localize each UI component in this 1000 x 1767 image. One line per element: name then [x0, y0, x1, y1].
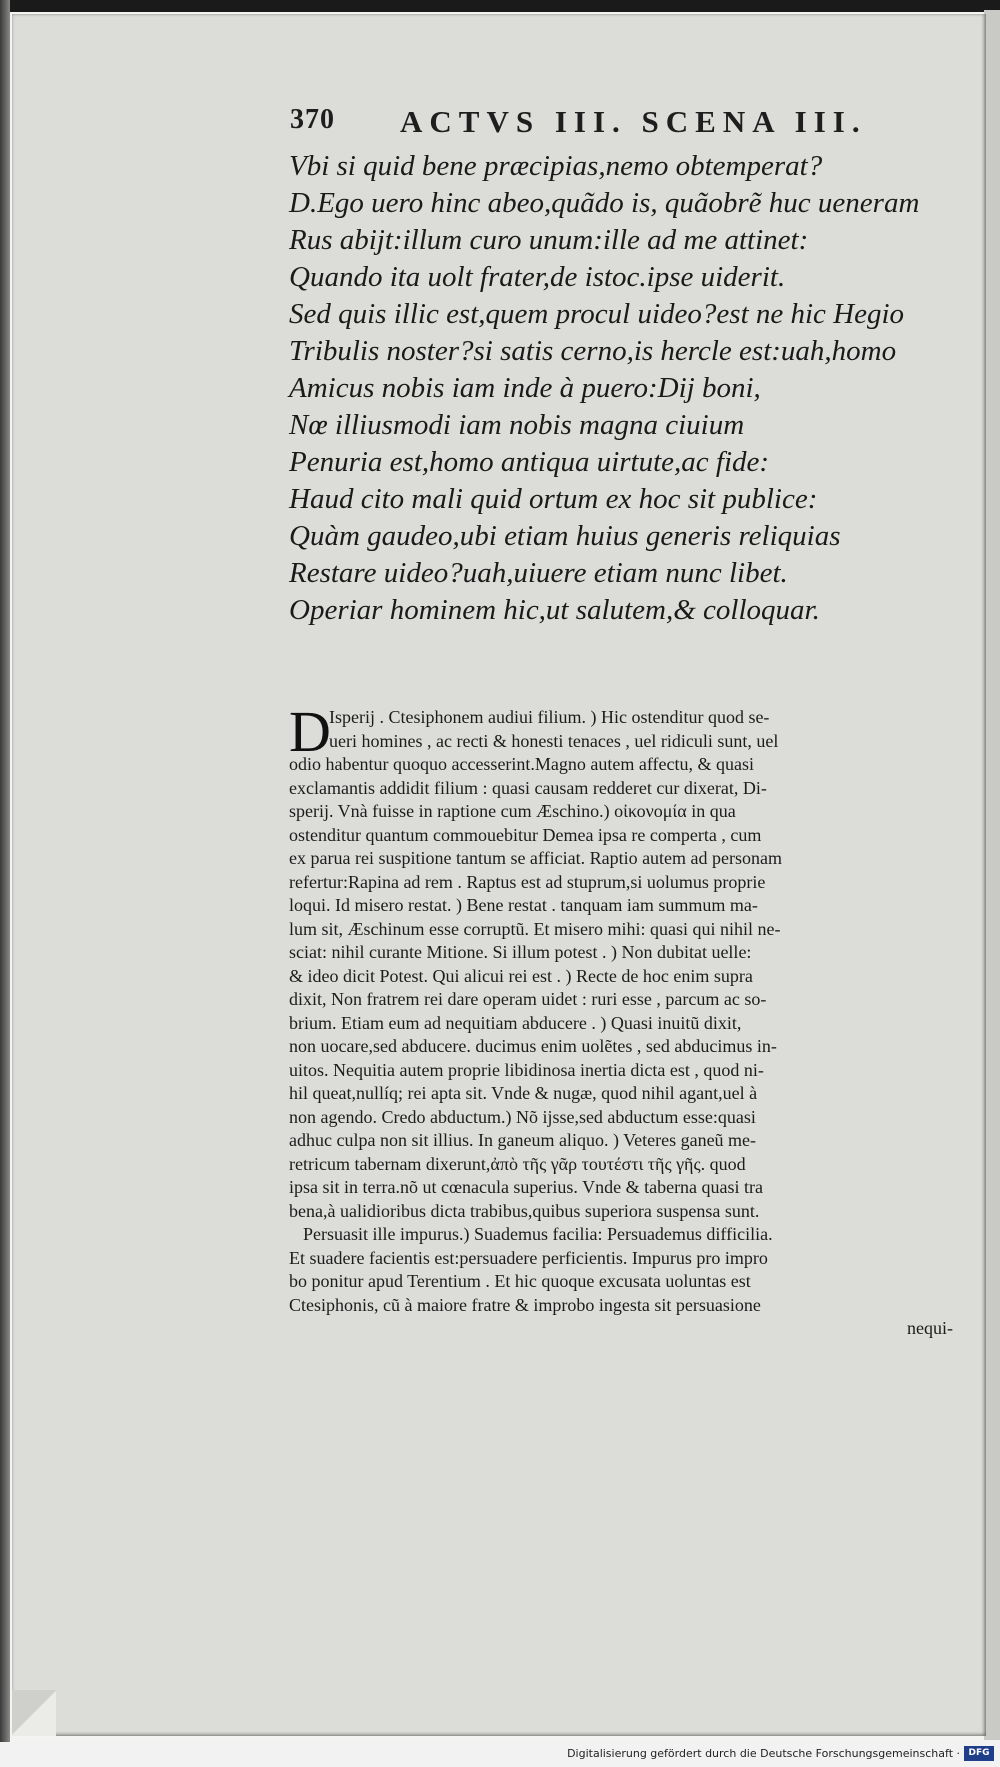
verse-line: Tribulis noster?si satis cerno,is hercle est:uah,homo: [289, 335, 897, 367]
digitization-footer: [0, 1742, 1000, 1767]
page-right-edge: [984, 10, 1000, 1740]
commentary-line: non agendo. Credo abductum.) Nõ ijsse,sed abductum esse:quasi: [289, 1106, 756, 1127]
dfg-logo-icon: DFG: [964, 1746, 994, 1761]
verse-line: Quàm gaudeo,ubi etiam huius generis reliquias: [289, 520, 841, 552]
commentary-line: Isperij . Ctesiphonem audiui filium. ) Hic ostenditur quod se-: [329, 707, 770, 727]
commentary-line: ostenditur quantum commouebitur Demea ipsa re comperta , cum: [289, 824, 762, 845]
commentary-line: adhuc culpa non sit illius. In ganeum aliquo. ) Veteres ganeũ me-: [289, 1130, 757, 1150]
verse-line: Amicus nobis iam inde à puero:Dij boni,: [289, 372, 761, 404]
verse-line: D.Ego uero hinc abeo,quãdo is, quãobrẽ huc ueneram: [289, 187, 920, 219]
commentary-block: [289, 699, 957, 1341]
commentary-line: loqui. Id misero restat. ) Bene restat . tanquam iam summum ma-: [289, 895, 758, 915]
commentary-line: ex parua rei suspitione tantum se afficiat. Raptio autem ad personam: [289, 848, 783, 868]
running-head: ACTVS III. SCENA III.: [400, 104, 867, 139]
verse-line: Sed quis illic est,quem procul uideo?est ne hic Hegio: [289, 298, 905, 330]
commentary-line: hil queat,nullíq; rei apta sit. Vnde & nugæ, quod nihil agant,uel à: [289, 1083, 758, 1103]
verse-line: Restare uideo?uah,uiuere etiam nunc libet.: [289, 557, 788, 589]
scan-edge-left: [0, 0, 10, 1767]
commentary-line: refertur:Rapina ad rem . Raptus est ad stuprum,si uolumus proprie: [289, 871, 766, 892]
verse-line: Penuria est,homo antiqua uirtute,ac fide:: [289, 446, 770, 478]
page-corner-fold: [12, 1690, 56, 1736]
commentary-line: sciat: nihil curante Mitione. Si illum potest . ) Non dubitat uelle:: [289, 942, 752, 962]
commentary-line: bena,à ualidioribus dicta trabibus,quibus superiora suspensa sunt.: [289, 1200, 760, 1221]
commentary-line: dixit, Non fratrem rei dare operam uidet : ruri esse , parcum ac so-: [289, 989, 767, 1009]
verse-block: [289, 148, 949, 629]
commentary-line: Et suadere facientis est:persuadere perficientis. Impurus pro impro: [289, 1247, 768, 1268]
commentary-line: lum sit, Æschinum esse corruptũ. Et misero mihi: quasi qui nihil ne-: [289, 918, 781, 939]
commentary-line: non uocare,sed abducere. ducimus enim uolẽtes , sed abducimus in-: [289, 1036, 777, 1056]
verse-line: Nœ illiusmodi iam nobis magna ciuium: [289, 409, 745, 441]
commentary-line: odio habentur quoquo accesserint.Magno autem affectu, & quasi: [289, 754, 755, 774]
commentary-line: & ideo dicit Potest. Qui alicui rei est . ) Recte de hoc enim supra: [289, 965, 753, 986]
footer-credit: Digitalisierung gefördert durch die Deutsche Forschungsgemeinschaft ·: [567, 1747, 960, 1760]
page-number: 370: [290, 104, 335, 135]
commentary-line: Persuasit ille impurus.) Suademus facilia: Persuademus difficilia.: [303, 1224, 773, 1244]
catchword: nequi-: [907, 1318, 953, 1338]
commentary-line: ipsa sit in terra.nõ ut cœnacula superius. Vnde & taberna quasi tra: [289, 1177, 764, 1197]
commentary-line: brium. Etiam eum ad nequitiam abducere . ) Quasi inuitũ dixit,: [289, 1012, 742, 1033]
commentary-line: ueri homines , ac recti & honesti tenaces , uel ridiculi sunt, uel: [329, 730, 779, 751]
commentary-line: uitos. Nequitia autem proprie libidinosa inertia dicta est , quod ni-: [289, 1059, 764, 1080]
verse-line: Operiar hominem hic,ut salutem,& colloquar.: [289, 594, 820, 626]
page-header: [290, 104, 910, 148]
commentary-line: retricum tabernam dixerunt,ἀπὸ τῆς γᾶρ τουτέστι τῆς γῆς. quod: [289, 1153, 746, 1174]
verse-line: Rus abijt:illum curo unum:ille ad me attinet:: [289, 224, 809, 256]
drop-cap: D: [289, 699, 331, 764]
commentary-line: Ctesiphonis, cũ à maiore fratre & improbo ingesta sit persuasione: [289, 1294, 761, 1315]
commentary-line: sperij. Vnà fuisse in raptione cum Æschino.) οἰκονομία in qua: [289, 801, 736, 821]
verse-line: Vbi si quid bene præcipias,nemo obtemperat?: [289, 150, 823, 182]
commentary-line: exclamantis addidit filium : quasi causam redderet cur dixerat, Di-: [289, 777, 767, 798]
verse-line: Haud cito mali quid ortum ex hoc sit publice:: [289, 483, 818, 515]
commentary-line: bo ponitur apud Terentium . Et hic quoque excusata uoluntas est: [289, 1271, 751, 1291]
scan-edge-top: [0, 0, 1000, 12]
verse-line: Quando ita uolt frater,de istoc.ipse uiderit.: [289, 261, 786, 293]
